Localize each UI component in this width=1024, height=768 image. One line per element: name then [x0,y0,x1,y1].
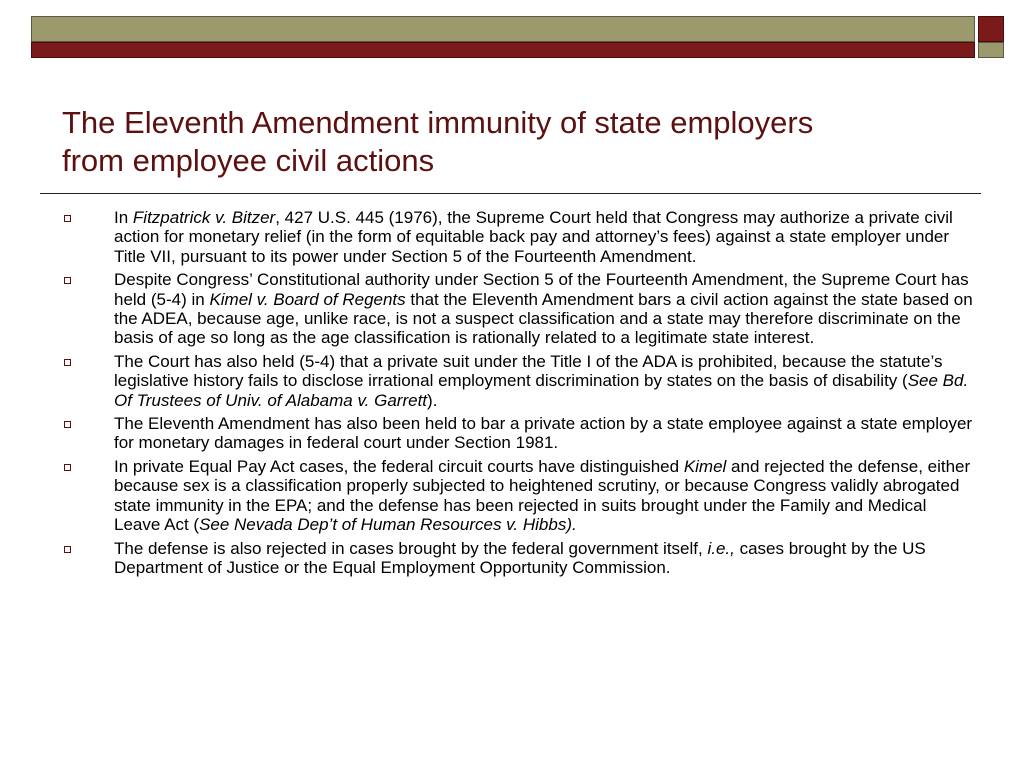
bullet-text: , 427 U.S. 445 (1976), the Supreme Court held that Congress may authorize a private civil action for monetary relief (in the form of equitable back pay and attorney’s fees) against a state employer under Title VII, pursuant to its power under Section 5 of the Fourteenth Amendment. [114,208,953,266]
bullet-item [64,539,974,578]
bullet-text: that the Eleventh Amendment bars a civil action against the state based on the ADEA, because age, unlike race, is not a suspect classification and a state may therefore discriminate on the basis of age so long as the age classification is rationally related to a legitimate state interest. [114,289,973,348]
case-citation: See Bd. Of Trustees of Univ. of Alabama v. Garrett [114,371,969,410]
bullet-item [64,352,974,410]
bullet-text: and rejected the defense, either because sex is a classification properly subjected to heightened scrutiny, or because Congress validly abrogated state immunity in the EPA; and the defense has been rejected in suits brought under the Family and Medical Leave Act ( [114,456,971,535]
bullet-item [64,414,974,453]
square-bullet-icon [64,277,71,284]
square-bullet-icon [64,546,71,553]
bullet-text: cases brought by the US Department of Justice or the Equal Employment Opportunity Commission. [114,538,926,577]
header-maroon-square [978,16,1004,42]
square-bullet-icon [64,464,71,471]
slide-title [62,104,962,180]
bullet-item [64,270,974,348]
bullet-text: In [114,208,133,227]
square-bullet-icon [64,421,71,428]
bullet-text: The defense is also rejected in cases brought by the federal government itself, [114,538,708,558]
header-olive-square [978,42,1004,58]
header-olive-bar [31,16,975,42]
bullet-item [64,457,974,535]
case-citation: Kimel [683,456,727,476]
bullet-text: The Court has also held (5-4) that a private suit under the Title I of the ADA is prohibited, because the statute’s legislative history fails to disclose irrational employment discrimination by states on the basis of disability ( [114,351,943,391]
header-maroon-bar [31,42,975,58]
square-bullet-icon [64,215,71,222]
case-citation: Kimel v. Board of Regents [209,289,406,309]
title-divider [40,193,981,194]
case-citation: See Nevada Dep’t of Human Resources v. Hibbs). [199,515,577,535]
bullet-text: In private Equal Pay Act cases, the federal circuit courts have distinguished [114,456,684,476]
slide-title-line-1: The Eleventh Amendment immunity of state employers [62,105,814,140]
slide-title-line-2: from employee civil actions [62,143,435,178]
bullet-text: ). [427,390,438,410]
bullet-text: Despite Congress’ Constitutional authority under Section 5 of the Fourteenth Amendment, the Supreme Court has held (5-4) in [114,270,969,309]
bullet-item [64,208,974,266]
square-bullet-icon [64,359,71,366]
case-citation: Fitzpatrick v. Bitzer [132,208,276,227]
emphasis-text: i.e., [707,538,735,558]
bullet-list [64,208,974,581]
bullet-text: The Eleventh Amendment has also been held to bar a private action by a state employee against a state employer for monetary damages in federal court under Section 1981. [114,414,973,453]
